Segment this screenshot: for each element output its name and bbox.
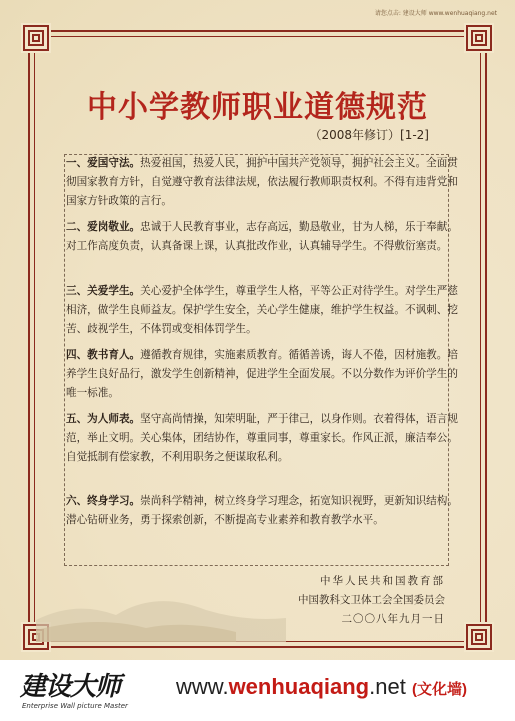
url-tag: (文化墙) <box>411 681 467 698</box>
section-6 <box>66 492 460 530</box>
page-subtitle: （2008年修订）[1-2] <box>309 128 429 142</box>
issuer-line-1: 中华人民共和国教育部 <box>320 575 445 587</box>
section-text: 崇尚科学精神，树立终身学习理念，拓宽知识视野，更新知识结构。潜心钻研业务，勇于探索创新，不断提高专业素养和教育教学水平。 <box>66 495 458 526</box>
section-heading: 一、爱国守法。 <box>66 157 141 169</box>
section-text: 热爱祖国，热爱人民，拥护中国共产党领导，拥护社会主义。全面贯彻国家教育方针，自觉遵守教育法律法规，依法履行教师职责权利。不得有违背党和国家方针政策的言行。 <box>66 157 458 207</box>
issuer-date: 二〇〇八年九月一日 <box>341 613 445 625</box>
section-text: 关心爱护全体学生，尊重学生人格，平等公正对待学生。对学生严慈相济，做学生良师益友。保护学生安全，关心学生健康，维护学生权益。不讽刺、挖苦、歧视学生，不体罚或变相体罚学生。 <box>66 285 458 335</box>
section-2 <box>66 218 460 256</box>
issuer-line-2: 中国教科文卫体工会全国委员会 <box>298 594 445 606</box>
section-text: 坚守高尚情操，知荣明耻，严于律己，以身作则。衣着得体，语言规范，举止文明。关心集体，团结协作，尊重同事，尊重家长。作风正派，廉洁奉公。自觉抵制有偿家教，不利用职务之便谋取私利。 <box>66 413 458 463</box>
section-heading: 三、关爱学生。 <box>66 285 141 297</box>
section-heading: 二、爱岗敬业。 <box>66 221 141 233</box>
url-suffix: .net <box>369 674 406 699</box>
url-brand: wenhuaqiang <box>228 674 370 699</box>
section-heading: 六、终身学习。 <box>66 495 141 507</box>
section-text: 忠诚于人民教育事业，志存高远，勤恳敬业，甘为人梯，乐于奉献。对工作高度负责，认真备课上课，认真批改作业，认真辅导学生。不得敷衍塞责。 <box>66 221 458 252</box>
logo-english: Enterprise Wall picture Master <box>22 702 128 710</box>
footer-banner <box>0 660 515 721</box>
url-prefix: www. <box>176 674 229 699</box>
top-note: 请您点击: 建设大师 www.wenhuaqiang.net <box>374 10 497 17</box>
corner-ornament-icon <box>21 23 51 53</box>
logo-calligraphy: 建设大师 <box>20 672 121 702</box>
section-heading: 四、教书育人。 <box>66 349 141 361</box>
section-1 <box>66 154 460 211</box>
section-5 <box>66 410 460 467</box>
section-text: 遵循教育规律，实施素质教育。循循善诱，诲人不倦，因材施教。培养学生良好品行，激发学生创新精神，促进学生全面发展。不以分数作为评价学生的唯一标准。 <box>66 349 458 399</box>
brand-logo <box>12 666 162 718</box>
website-url[interactable] <box>176 674 467 700</box>
section-3 <box>66 282 460 339</box>
corner-ornament-icon <box>464 23 494 53</box>
section-heading: 五、为人师表。 <box>66 413 141 425</box>
page-title: 中小学教师职业道德规范 <box>87 90 428 125</box>
section-4 <box>66 346 460 403</box>
